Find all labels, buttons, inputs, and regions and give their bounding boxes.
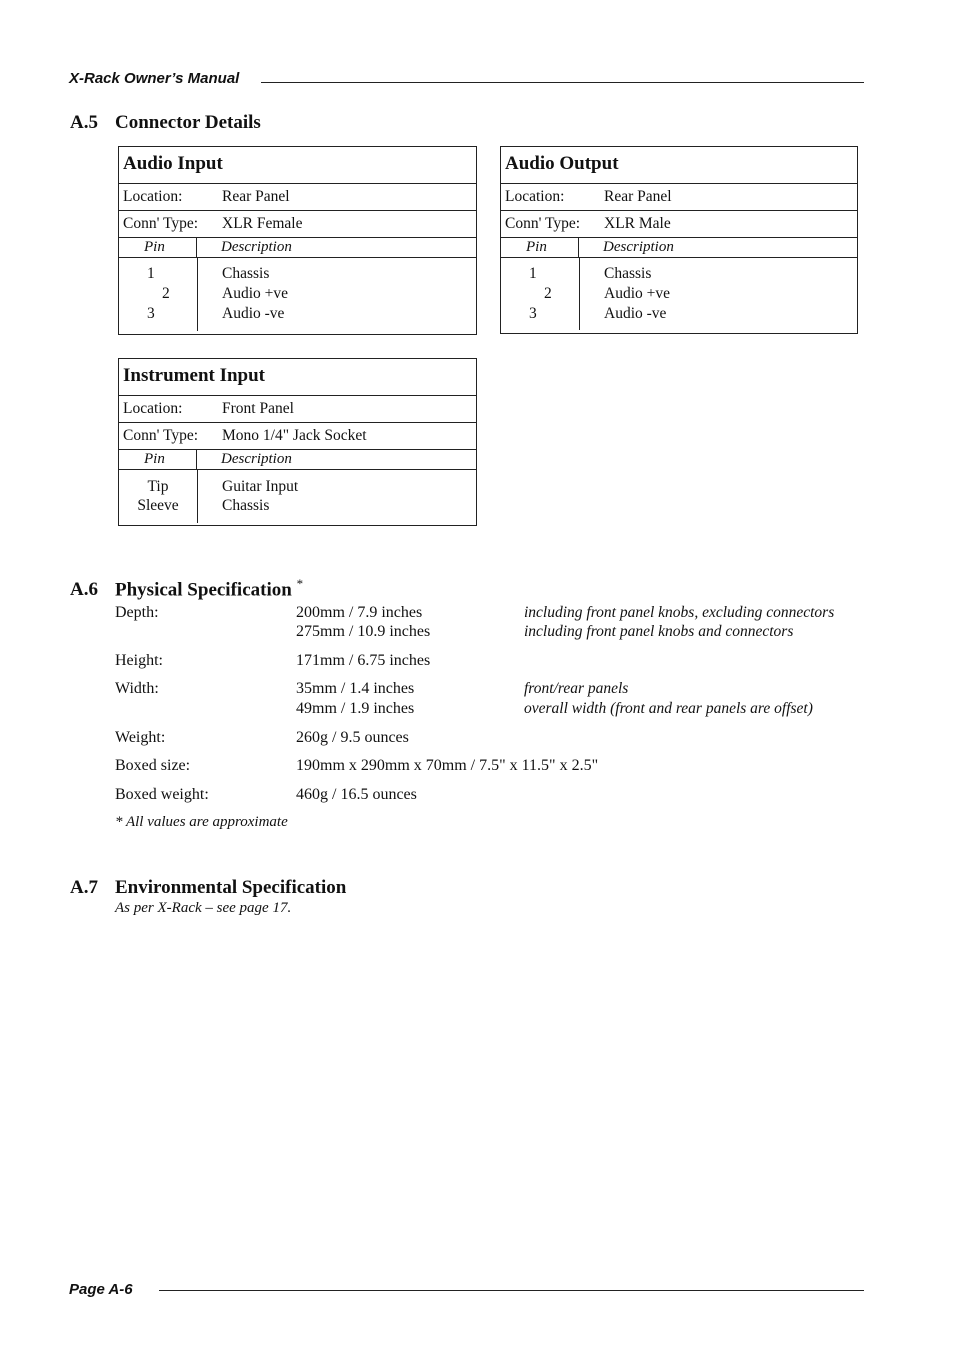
width-value: 35mm / 1.4 inches	[296, 680, 415, 697]
pin-name: Tip	[147, 478, 169, 495]
section-number: A.7	[70, 877, 98, 898]
environmental-note: As per X-Rack – see page 17.	[115, 900, 292, 916]
section-heading-a6	[70, 576, 303, 601]
pin-description: Chassis	[222, 497, 270, 514]
location-row	[119, 184, 476, 211]
section-number: A.5	[70, 112, 98, 133]
pin-descriptions	[198, 470, 298, 523]
connector-type-row	[119, 423, 476, 450]
connector-type-label: Conn' Type:	[123, 427, 199, 444]
pin-descriptions	[198, 258, 288, 331]
audio-output-box	[500, 146, 858, 334]
pin-description: Chassis	[222, 265, 270, 282]
connector-type-value: Mono 1/4" Jack Socket	[222, 427, 367, 444]
pin-names	[119, 470, 198, 523]
connector-type-value: XLR Female	[222, 215, 303, 232]
pin-description: Chassis	[604, 265, 652, 282]
pin-list	[119, 470, 476, 523]
location-value: Rear Panel	[222, 188, 290, 205]
pin-number: 2	[162, 285, 170, 302]
boxed-size-label: Boxed size:	[115, 757, 191, 774]
pin-number: 1	[147, 265, 155, 282]
section-title: Connector Details	[115, 112, 261, 133]
pin-column-header: Pin	[119, 238, 197, 257]
section-number: A.6	[70, 579, 98, 601]
section-heading-a7	[70, 877, 346, 899]
location-value: Rear Panel	[604, 188, 672, 205]
weight-label: Weight:	[115, 729, 166, 746]
connector-type-label: Conn' Type:	[505, 215, 581, 232]
pin-column-header: Pin	[501, 238, 579, 257]
depth-value: 200mm / 7.9 inches	[296, 604, 423, 621]
pin-list	[501, 258, 857, 330]
footer-rule	[159, 1290, 864, 1291]
width-value: 49mm / 1.9 inches	[296, 700, 415, 717]
pin-numbers	[119, 258, 198, 331]
pin-number: 3	[529, 305, 537, 322]
pin-description: Guitar Input	[222, 478, 299, 495]
depth-note: including front panel knobs, excluding connectors	[524, 604, 835, 621]
connector-type-row	[501, 211, 857, 238]
pin-number: 2	[544, 285, 552, 302]
pin-name: Sleeve	[137, 497, 179, 514]
pin-list	[119, 258, 476, 331]
depth-note: including front panel knobs and connectors	[524, 623, 794, 640]
connector-type-row	[119, 211, 476, 238]
boxed-weight-label: Boxed weight:	[115, 786, 209, 803]
description-column-header: Description	[603, 239, 674, 255]
connector-type-label: Conn' Type:	[123, 215, 199, 232]
audio-input-box	[118, 146, 477, 335]
description-column-header: Description	[221, 239, 292, 255]
pin-description: Audio +ve	[222, 285, 288, 302]
pin-number: 1	[529, 265, 537, 282]
running-header-title: X-Rack Owner’s Manual	[69, 70, 240, 87]
pin-header-row	[501, 238, 857, 258]
location-row	[501, 184, 857, 211]
header-rule	[261, 82, 864, 83]
pin-header-row	[119, 238, 476, 258]
depth-label: Depth:	[115, 604, 159, 621]
width-label: Width:	[115, 680, 159, 697]
depth-value: 275mm / 10.9 inches	[296, 623, 431, 640]
box-title: Audio Output	[501, 147, 857, 184]
page-number: Page A-6	[69, 1281, 133, 1298]
location-value: Front Panel	[222, 400, 294, 417]
location-row	[119, 396, 476, 423]
section-title: Physical Specification	[115, 579, 292, 601]
location-label: Location:	[123, 188, 183, 205]
width-note: front/rear panels	[524, 680, 629, 697]
pin-header-row	[119, 450, 476, 470]
boxed-size-value: 190mm x 290mm x 70mm / 7.5" x 11.5" x 2.5"	[296, 757, 599, 774]
height-value: 171mm / 6.75 inches	[296, 652, 431, 669]
approximate-footnote: * All values are approximate	[115, 814, 288, 830]
instrument-input-box	[118, 358, 477, 526]
pin-description: Audio -ve	[604, 305, 667, 322]
pin-description: Audio +ve	[604, 285, 670, 302]
approximate-marker: *	[296, 576, 304, 591]
box-title: Audio Input	[119, 147, 476, 184]
connector-type-value: XLR Male	[604, 215, 671, 232]
location-label: Location:	[123, 400, 183, 417]
pin-description: Audio -ve	[222, 305, 285, 322]
section-heading-a5	[70, 112, 261, 134]
pin-numbers	[501, 258, 580, 330]
pin-descriptions	[580, 258, 670, 330]
description-column-header: Description	[221, 451, 292, 467]
weight-value: 260g / 9.5 ounces	[296, 729, 409, 746]
location-label: Location:	[505, 188, 565, 205]
boxed-weight-value: 460g / 16.5 ounces	[296, 786, 417, 803]
pin-number: 3	[147, 305, 155, 322]
box-title: Instrument Input	[119, 359, 476, 396]
pin-column-header: Pin	[119, 450, 197, 469]
width-note: overall width (front and rear panels are offset)	[524, 700, 813, 717]
height-label: Height:	[115, 652, 163, 669]
section-title: Environmental Specification	[115, 877, 347, 898]
